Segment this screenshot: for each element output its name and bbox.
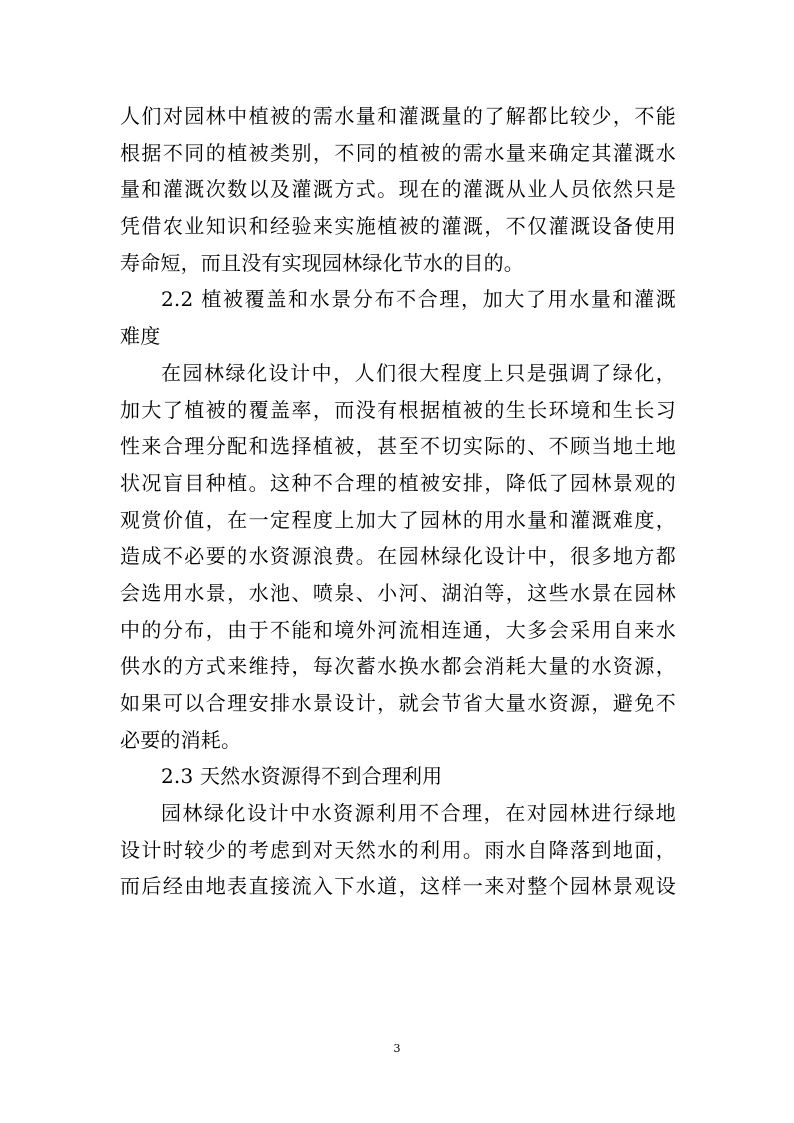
body-text-line: 供水的方式来维持，每次蓄水换水都会消耗大量的水资源， — [120, 654, 676, 679]
body-text-line: 在园林绿化设计中，人们很大程度上只是强调了绿化， — [161, 360, 676, 385]
body-text-line: 观赏价值，在一定程度上加大了园林的用水量和灌溉难度， — [120, 507, 676, 532]
body-text-line: 而后经由地表直接流入下水道，这样一来对整个园林景观设 — [120, 874, 676, 899]
document-body — [120, 98, 676, 905]
body-text-line: 设计时较少的考虑到对天然水的利用。雨水自降落到地面， — [120, 837, 676, 862]
body-text-line: 中的分布，由于不能和境外河流相连通，大多会采用自来水 — [120, 617, 676, 642]
body-text-line: 园林绿化设计中水资源利用不合理，在对园林进行绿地 — [161, 801, 676, 826]
section-heading-2-3: 2.3 天然水资源得不到合理利用 — [161, 764, 443, 789]
section-heading-2-2: 2.2 植被覆盖和水景分布不合理，加大了用水量和灌溉 — [161, 287, 676, 312]
section-heading-2-2-continued: 难度 — [120, 324, 161, 349]
body-text-line: 如果可以合理安排水景设计，就会节省大量水资源，避免不 — [120, 691, 676, 715]
body-text-line: 状况盲目种植。这种不合理的植被安排，降低了园林景观的 — [120, 470, 676, 495]
body-text-line: 量和灌溉次数以及灌溉方式。现在的灌溉从业人员依然只是 — [120, 177, 676, 202]
body-text-line: 根据不同的植被类别，不同的植被的需水量来确定其灌溉水 — [120, 140, 676, 165]
body-text-line: 人们对园林中植被的需水量和灌溉量的了解都比较少，不能 — [120, 104, 676, 128]
body-text-line: 寿命短，而且没有实现园林绿化节水的目的。 — [120, 250, 524, 275]
page-number: 3 — [393, 1042, 401, 1055]
body-text-line: 加大了植被的覆盖率，而没有根据植被的生长环境和生长习 — [120, 397, 676, 422]
body-text-line: 性来合理分配和选择植被，甚至不切实际的、不顾当地土地 — [120, 434, 676, 459]
body-text-line: 造成不必要的水资源浪费。在园林绿化设计中，很多地方都 — [120, 544, 676, 569]
body-text-line: 必要的消耗。 — [120, 727, 242, 752]
body-text-line: 会选用水景，水池、喷泉、小河、湖泊等，这些水景在园林 — [120, 580, 676, 605]
body-text-line: 凭借农业知识和经验来实施植被的灌溉，不仅灌溉设备使用 — [120, 214, 676, 239]
